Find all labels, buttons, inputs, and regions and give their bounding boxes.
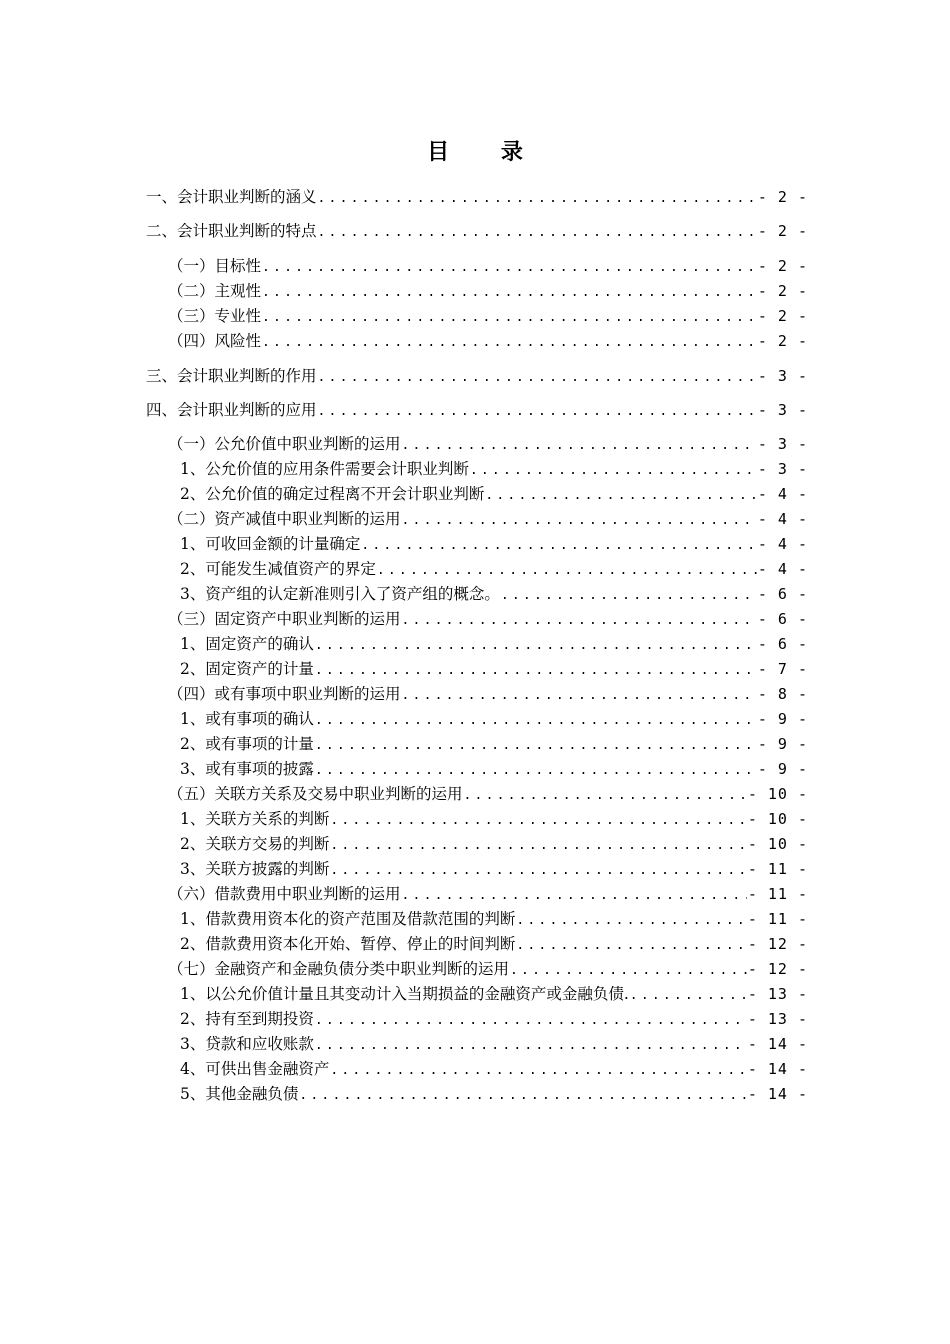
- toc-entry-label: （七）金融资产和金融负债分类中职业判断的运用: [168, 960, 510, 978]
- toc-entry-page-number: - 3 -: [757, 367, 808, 385]
- toc-entry[interactable]: [168, 682, 808, 706]
- toc-entry-label: （二）资产减值中职业判断的运用: [168, 510, 401, 528]
- dot-leader: [262, 306, 757, 328]
- toc-entry-label: （二）主观性: [168, 282, 262, 300]
- dot-leader: [501, 584, 757, 606]
- toc-entry-page-number: - 2 -: [757, 307, 808, 325]
- toc-entry-label: 3、贷款和应收账款: [180, 1035, 314, 1053]
- toc-entry[interactable]: [180, 1032, 808, 1056]
- toc-entry[interactable]: [168, 507, 808, 531]
- toc-entry-label: （一）公允价值中职业判断的运用: [168, 435, 401, 453]
- toc-entry-label: 2、或有事项的计量: [180, 735, 314, 753]
- toc-entry[interactable]: [168, 782, 808, 806]
- toc-entry-page-number: - 6 -: [757, 635, 808, 653]
- toc-entry-label: 3、或有事项的披露: [180, 760, 314, 778]
- dot-leader: [315, 734, 757, 756]
- dot-leader: [315, 659, 757, 681]
- page-title: 目 录: [427, 140, 545, 165]
- toc-entry[interactable]: [180, 857, 808, 881]
- toc-entry[interactable]: [180, 1007, 808, 1031]
- dot-leader: [318, 221, 757, 243]
- dot-leader: [330, 809, 746, 831]
- toc-entry[interactable]: [180, 582, 808, 606]
- toc-entry-label: 2、持有至到期投资: [180, 1010, 314, 1028]
- toc-entry-label: 三、会计职业判断的作用: [146, 367, 317, 385]
- dot-leader: [402, 434, 757, 456]
- toc-entry[interactable]: [146, 219, 808, 243]
- dot-leader: [330, 834, 746, 856]
- toc-entry[interactable]: [180, 982, 808, 1006]
- toc-entry-page-number: - 14 -: [747, 1060, 808, 1078]
- toc-entry-label: 1、借款费用资本化的资产范围及借款范围的判断: [180, 910, 516, 928]
- toc-entry-label: 1、公允价值的应用条件需要会计职业判断: [180, 460, 469, 478]
- toc-entry[interactable]: [180, 457, 808, 481]
- toc-entry-label: （五）关联方关系及交易中职业判断的运用: [168, 785, 463, 803]
- toc-entry-page-number: - 12 -: [747, 935, 808, 953]
- toc-entry[interactable]: [180, 732, 808, 756]
- toc-entry[interactable]: [168, 607, 808, 631]
- toc-entry-page-number: - 12 -: [747, 960, 808, 978]
- toc-entry[interactable]: [180, 932, 808, 956]
- toc-entry-page-number: - 4 -: [757, 510, 808, 528]
- toc-entry-page-number: - 2 -: [757, 257, 808, 275]
- toc-entry-label: （四）风险性: [168, 332, 262, 350]
- toc-entry-page-number: - 13 -: [747, 1010, 808, 1028]
- dot-leader: [516, 934, 746, 956]
- toc-entry-label: 一、会计职业判断的涵义: [146, 188, 317, 206]
- toc-entry-label: （三）固定资产中职业判断的运用: [168, 610, 401, 628]
- dot-leader: [470, 459, 757, 481]
- toc-entry-label: 1、关联方关系的判断: [180, 810, 330, 828]
- dot-leader: [262, 256, 757, 278]
- toc-entry-page-number: - 2 -: [757, 222, 808, 240]
- toc-entry[interactable]: [168, 254, 808, 278]
- dot-leader: [402, 884, 747, 906]
- toc-entry-page-number: - 11 -: [747, 860, 808, 878]
- dot-leader: [361, 534, 756, 556]
- toc-entry[interactable]: [180, 707, 808, 731]
- toc-entry-label: 2、关联方交易的判断: [180, 835, 330, 853]
- toc-entry-page-number: - 2 -: [757, 188, 808, 206]
- toc-entry-label: 2、借款费用资本化开始、暂停、停止的时间判断: [180, 935, 516, 953]
- toc-entry-label: （四）或有事项中职业判断的运用: [168, 685, 401, 703]
- dot-leader: [315, 634, 757, 656]
- toc-entry[interactable]: [180, 907, 808, 931]
- toc-entry-page-number: - 11 -: [747, 885, 808, 903]
- toc-entry[interactable]: [180, 807, 808, 831]
- dot-leader: [402, 684, 757, 706]
- toc-entry-page-number: - 9 -: [757, 760, 808, 778]
- toc-entry[interactable]: [180, 1057, 808, 1081]
- toc-entry-page-number: - 10 -: [747, 810, 808, 828]
- toc-entry-label: 2、公允价值的确定过程离不开会计职业判断: [180, 485, 485, 503]
- dot-leader: [485, 484, 756, 506]
- toc-entry[interactable]: [180, 557, 808, 581]
- toc-entry-page-number: - 2 -: [757, 332, 808, 350]
- toc-entry-page-number: - 3 -: [757, 401, 808, 419]
- dot-leader: [299, 1084, 746, 1106]
- toc-entry[interactable]: [168, 329, 808, 353]
- toc-entry[interactable]: [180, 657, 808, 681]
- dot-leader: [315, 709, 757, 731]
- toc-entry-page-number: - 9 -: [757, 710, 808, 728]
- toc-entry[interactable]: [146, 364, 808, 388]
- toc-entry-label: 5、其他金融负债: [180, 1085, 299, 1103]
- toc-entry-page-number: - 3 -: [757, 435, 808, 453]
- toc-entry[interactable]: [168, 432, 808, 456]
- toc-entry-page-number: - 4 -: [757, 535, 808, 553]
- toc-entry-label: （六）借款费用中职业判断的运用: [168, 885, 401, 903]
- dot-leader: [318, 187, 757, 209]
- toc-entry-page-number: - 4 -: [757, 485, 808, 503]
- dot-leader: [315, 1034, 747, 1056]
- toc-entry-label: 3、资产组的认定新准则引入了资产组的概念。: [180, 585, 500, 603]
- toc-entry-page-number: - 2 -: [757, 282, 808, 300]
- toc-entry-page-number: - 14 -: [747, 1035, 808, 1053]
- toc-entry-label: （三）专业性: [168, 307, 262, 325]
- dot-leader: [262, 331, 757, 353]
- dot-leader: [330, 859, 746, 881]
- toc-entry-label: 2、固定资产的计量: [180, 660, 314, 678]
- toc-entry[interactable]: [180, 532, 808, 556]
- toc-entry-page-number: - 7 -: [757, 660, 808, 678]
- toc-entry-label: 2、可能发生减值资产的界定: [180, 560, 376, 578]
- dot-leader: [318, 400, 757, 422]
- dot-leader: [377, 559, 757, 581]
- toc-entry-label: 1、以公允价值计量且其变动计入当期损益的金融资产或金融负债.: [180, 985, 629, 1003]
- toc-entry-page-number: - 10 -: [747, 785, 808, 803]
- toc-entry[interactable]: [146, 398, 808, 422]
- toc-entry-label: 四、会计职业判断的应用: [146, 401, 317, 419]
- toc-entry-page-number: - 8 -: [757, 685, 808, 703]
- toc-entry-label: 二、会计职业判断的特点: [146, 222, 317, 240]
- toc-entry-label: 1、固定资产的确认: [180, 635, 314, 653]
- toc-entry[interactable]: [168, 957, 808, 981]
- dot-leader: [464, 784, 747, 806]
- toc-entry[interactable]: [168, 882, 808, 906]
- toc-entry-page-number: - 11 -: [747, 910, 808, 928]
- dot-leader: [516, 909, 746, 931]
- dot-leader: [402, 509, 757, 531]
- dot-leader: [402, 609, 757, 631]
- toc-entry-label: 3、关联方披露的判断: [180, 860, 330, 878]
- toc-entry[interactable]: [180, 757, 808, 781]
- toc-entry-page-number: - 13 -: [747, 985, 808, 1003]
- dot-leader: [315, 1009, 747, 1031]
- toc-entry-page-number: - 6 -: [757, 610, 808, 628]
- toc-entry[interactable]: [180, 1082, 808, 1106]
- toc-entry-page-number: - 10 -: [747, 835, 808, 853]
- toc-entry-page-number: - 4 -: [757, 560, 808, 578]
- toc-entry[interactable]: [180, 832, 808, 856]
- toc-entry-page-number: - 6 -: [757, 585, 808, 603]
- toc-entry-label: 1、或有事项的确认: [180, 710, 314, 728]
- toc-entry[interactable]: [180, 482, 808, 506]
- toc-entry-page-number: - 3 -: [757, 460, 808, 478]
- dot-leader: [630, 984, 747, 1006]
- toc-entry[interactable]: [146, 185, 808, 209]
- toc-entry[interactable]: [168, 279, 808, 303]
- dot-leader: [262, 281, 757, 303]
- dot-leader: [510, 959, 747, 981]
- toc-entry-label: （一）目标性: [168, 257, 262, 275]
- toc-entry-page-number: - 14 -: [747, 1085, 808, 1103]
- toc-entry[interactable]: [168, 304, 808, 328]
- dot-leader: [330, 1059, 746, 1081]
- dot-leader: [315, 759, 757, 781]
- toc-entry-page-number: - 9 -: [757, 735, 808, 753]
- toc-entry-label: 4、可供出售金融资产: [180, 1060, 330, 1078]
- dot-leader: [318, 366, 757, 388]
- toc-entry[interactable]: [180, 632, 808, 656]
- toc-entry-label: 1、可收回金额的计量确定: [180, 535, 361, 553]
